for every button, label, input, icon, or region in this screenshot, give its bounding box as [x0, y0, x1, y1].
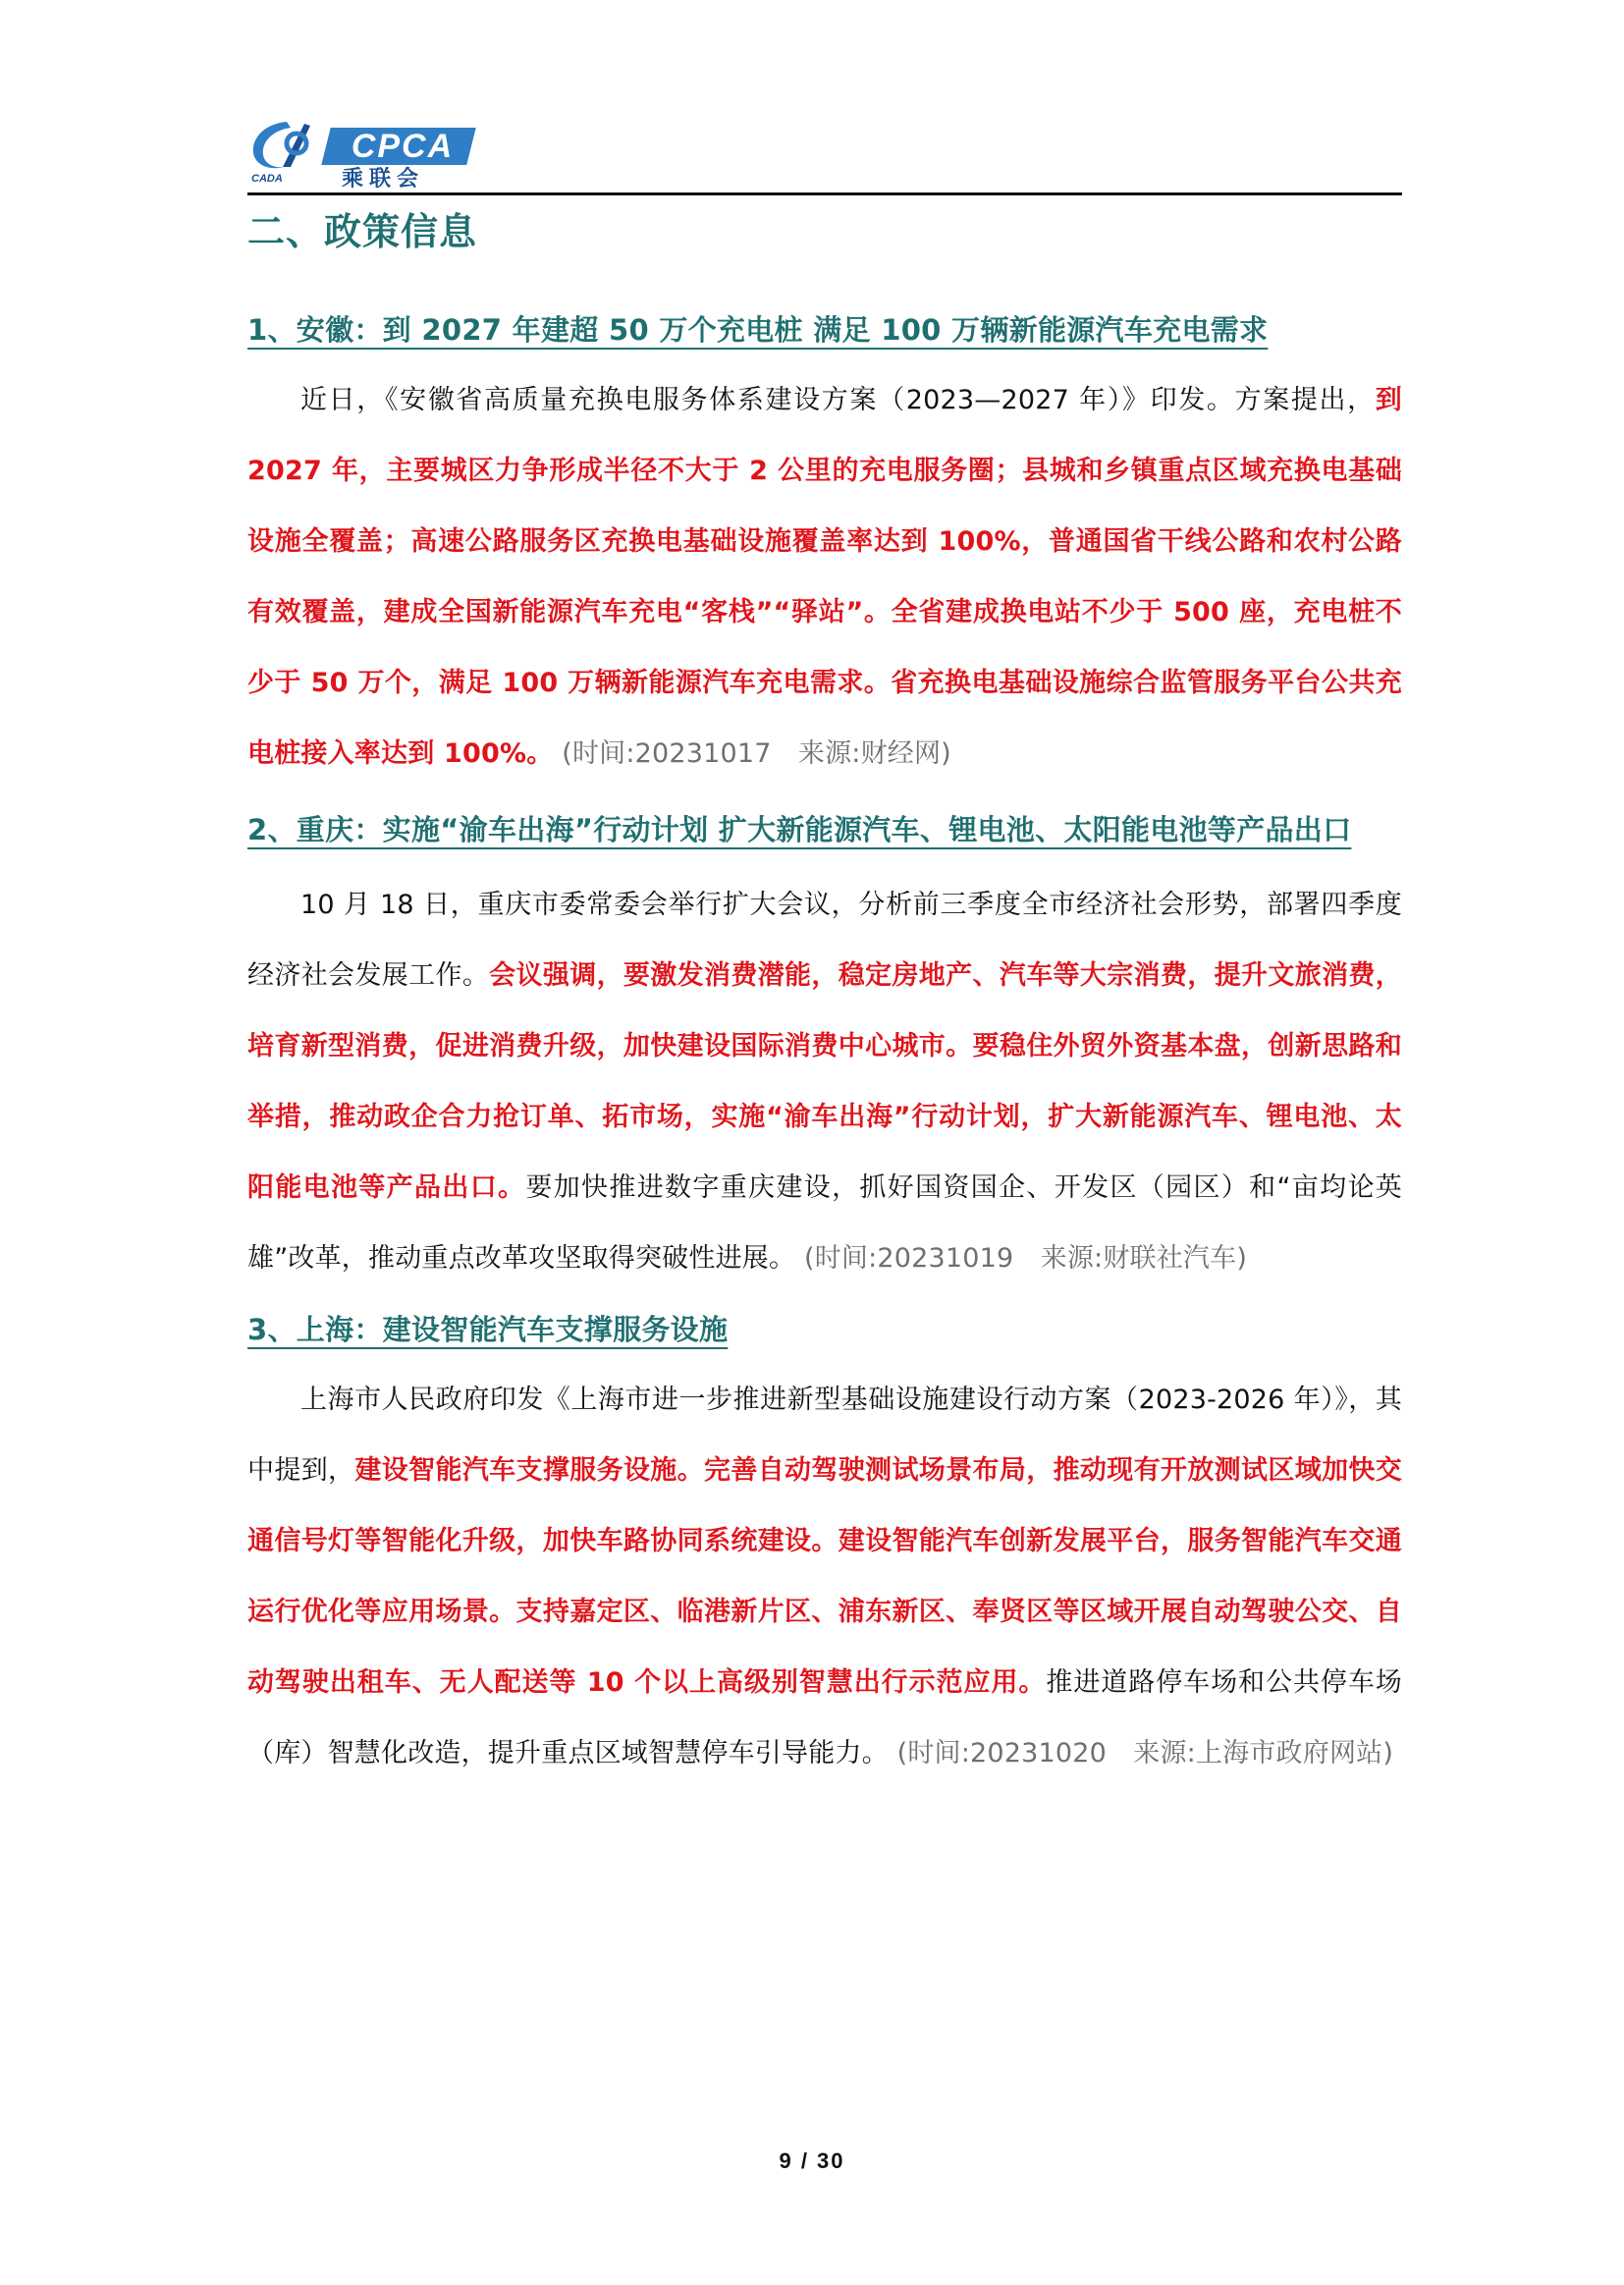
article-3-title: 3、上海：建设智能汽车支撑服务设施 [247, 1313, 729, 1346]
article-2-highlight: 会议强调，要激发消费潜能，稳定房地产、汽车等大宗消费，提升文旅消费，培育新型消费，促进消费升级，加快建设国际消费中心城市。要稳住外贸外资基本盘，创新思路和举措，推动政企合力抢订单、拓市场，实施“渝车出海”行动计划，扩大新能源汽车、锂电池、太阳能电池等产品出口。 [247, 960, 1402, 1203]
cada-emblem-icon [247, 118, 328, 177]
page-number: 9 / 30 [779, 2149, 845, 2173]
article-1-lead: 近日，《安徽省高质量充换电服务体系建设方案（2023—2027 年）》印发。方案提出， [300, 385, 1376, 415]
article-2-body [247, 870, 1402, 1294]
section-title: 二、政策信息 [247, 210, 478, 253]
logo-brand-text: CPCA [351, 128, 455, 165]
cpca-logo [247, 118, 475, 192]
logo-chinese-text: 乘联会 [342, 167, 425, 191]
article-3-body [247, 1365, 1402, 1789]
logo-small-text: CADA [251, 173, 283, 185]
page-content [247, 295, 1402, 1789]
article-2-tail: 要加快推进数字重庆建设，抓好国资国企、开发区（园区）和“亩均论英雄”改革，推动重点改革攻坚取得突破性进展。 [247, 1172, 1403, 1274]
article-3-tail: 推进道路停车场和公共停车场（库）智慧化改造，提升重点区域智慧停车引导能力。 [247, 1667, 1402, 1768]
article-3-highlight: 建设智能汽车支撑服务设施。完善自动驾驶测试场景布局，推动现有开放测试区域加快交通信号灯等智能化升级，加快车路协同系统建设。建设智能汽车创新发展平台，服务智能汽车交通运行优化等应用场景。支持嘉定区、临港新片区、浦东新区、奉贤区等区域开展自动驾驶公交、自动驾驶出租车、无人配送等 10 个以上高级别智慧出行示范应用。 [247, 1455, 1402, 1698]
article-1-meta: (时间:20231017 来源:财经网) [562, 738, 951, 769]
article-1-title: 1、安徽：到 2027 年建超 50 万个充电桩 满足 100 万辆新能源汽车充电需求 [247, 313, 1269, 347]
article-2-title: 2、重庆：实施“渝车出海”行动计划 扩大新能源汽车、锂电池、太阳能电池等产品出口 [247, 813, 1352, 846]
article-3-lead: 上海市人民政府印发《上海市进一步推进新型基础设施建设行动方案（2023-2026 年）》，其中提到， [247, 1385, 1402, 1486]
article-1-body [247, 365, 1402, 789]
article-3-meta: (时间:20231020 来源:上海市政府网站) [896, 1738, 1394, 1768]
article-2-lead: 10 月 18 日，重庆市委常委会举行扩大会议，分析前三季度全市经济社会形势，部署四季度经济社会发展工作。 [247, 890, 1402, 991]
article-2-meta: (时间:20231019 来源:财联社汽车) [803, 1243, 1248, 1274]
header-rule [247, 192, 1402, 195]
article-1-highlight: 到 2027 年，主要城区力争形成半径不大于 2 公里的充电服务圈；县城和乡镇重点区域充换电基础设施全覆盖；高速公路服务区充换电基础设施覆盖率达到 100%，普通国省干线公路和农村公路有效覆盖，建成全国新能源汽车充电“客栈”“驿站”。全省建成换电站不少于 500 座，充电桩不少于 50 万个，满足 100 万辆新能源汽车充电需求。省充换电基础设施综合监管服务平台公共充电桩接入率达到 100%。 [247, 385, 1402, 769]
